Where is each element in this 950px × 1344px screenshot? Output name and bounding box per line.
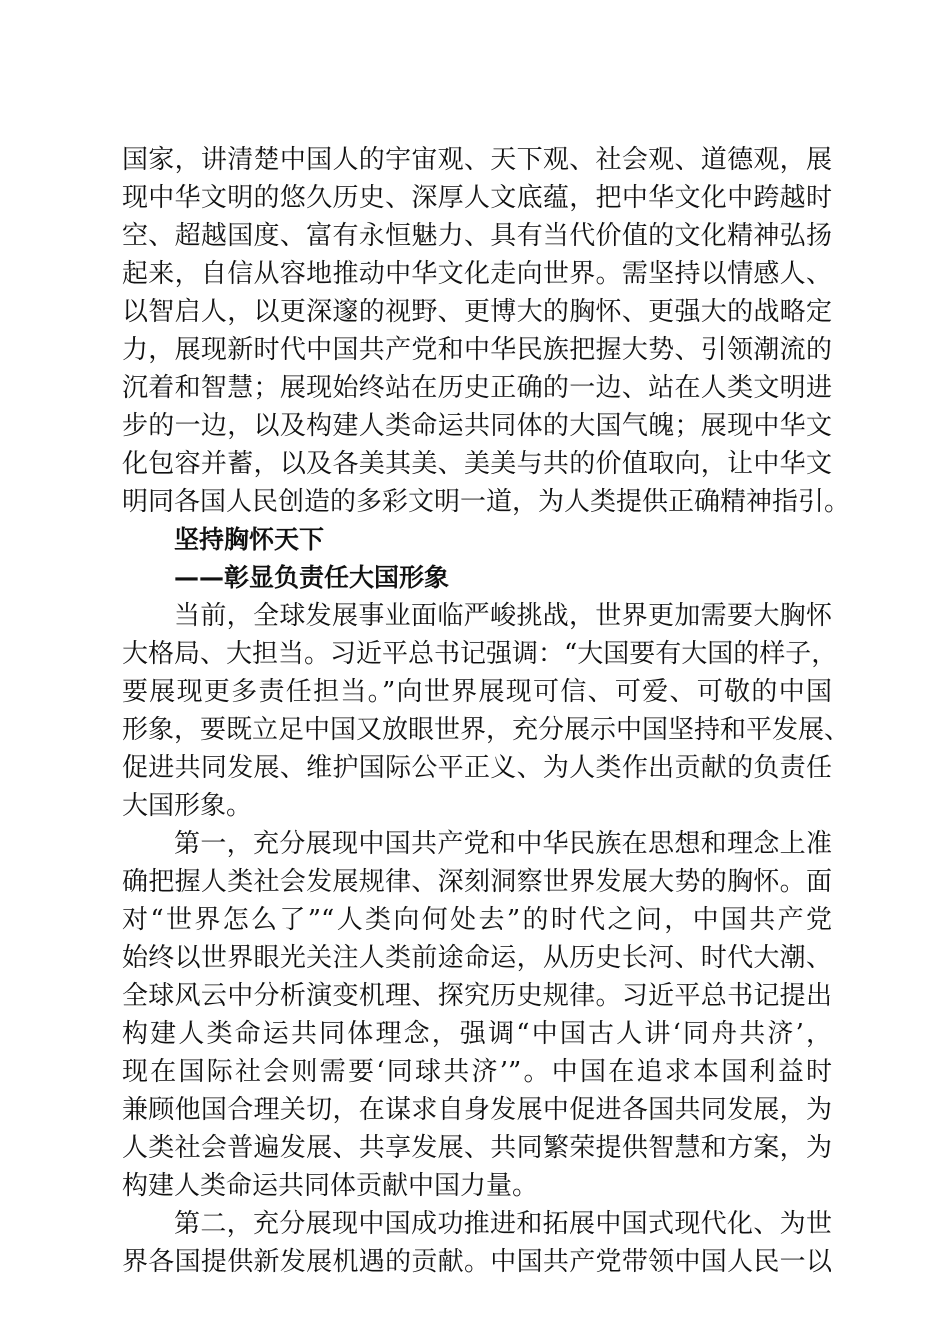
paragraph-line: 人类社会普遍发展、共享发展、共同繁荣提供智慧和方案，为: [122, 1133, 832, 1163]
paragraph-line: 第二，充分展现中国成功推进和拓展中国式现代化、为世: [174, 1209, 832, 1239]
paragraph-line: 构建人类命运共同体理念，强调“中国古人讲‘同舟共济’，: [122, 1019, 832, 1049]
paragraph-line: 现在国际社会则需要‘同球共济’”。中国在追求本国利益时: [122, 1057, 832, 1087]
paragraph-line: 始终以世界眼光关注人类前途命运，从历史长河、时代大潮、: [122, 943, 832, 973]
paragraph-line: 确把握人类社会发展规律、深刻洞察世界发展大势的胸怀。面: [122, 867, 832, 897]
paragraph-line: 促进共同发展、维护国际公平正义、为人类作出贡献的负责任: [122, 753, 832, 783]
paragraph-line: 第一，充分展现中国共产党和中华民族在思想和理念上准: [174, 829, 832, 859]
paragraph-line: 大格局、大担当。习近平总书记强调：“大国要有大国的样子，: [122, 639, 838, 669]
paragraph-line: 国家，讲清楚中国人的宇宙观、天下观、社会观、道德观，展: [122, 145, 832, 175]
section-subtitle: ——彰显负责任大国形象: [174, 563, 450, 592]
paragraph-line: 大国形象。: [122, 791, 253, 821]
paragraph-line: 沉着和智慧；展现始终站在历史正确的一边、站在人类文明进: [122, 373, 832, 403]
paragraph-line: 构建人类命运共同体贡献中国力量。: [122, 1171, 539, 1201]
document-body: [122, 141, 851, 1281]
paragraph-line: 形象，要既立足中国又放眼世界，充分展示中国坚持和平发展、: [122, 715, 851, 745]
paragraph-line: 对“世界怎么了”“人类向何处去”的时代之问，中国共产党: [122, 905, 832, 935]
paragraph-line: 界各国提供新发展机遇的贡献。中国共产党带领中国人民一以: [122, 1247, 832, 1277]
paragraph-line: 空、超越国度、富有永恒魅力、具有当代价值的文化精神弘扬: [122, 221, 832, 251]
paragraph-line: 当前，全球发展事业面临严峻挑战，世界更加需要大胸怀: [174, 601, 832, 631]
paragraph-line: 力，展现新时代中国共产党和中华民族把握大势、引领潮流的: [122, 335, 832, 365]
paragraph-line: 化包容并蓄，以及各美其美、美美与共的价值取向，让中华文: [122, 449, 832, 479]
paragraph-line: 要展现更多责任担当。”向世界展现可信、可爱、可敬的中国: [122, 677, 832, 707]
paragraph-line: 全球风云中分析演变机理、探究历史规律。习近平总书记提出: [122, 981, 832, 1011]
paragraph-line: 步的一边，以及构建人类命运共同体的大国气魄；展现中华文: [122, 411, 832, 441]
paragraph-line: 起来，自信从容地推动中华文化走向世界。需坚持以情感人、: [122, 259, 832, 289]
paragraph-line: 以智启人，以更深邃的视野、更博大的胸怀、更强大的战略定: [122, 297, 832, 327]
paragraph-line: 明同各国人民创造的多彩文明一道，为人类提供正确精神指引。: [122, 487, 851, 517]
section-title: 坚持胸怀天下: [174, 525, 325, 554]
paragraph-line: 兼顾他国合理关切，在谋求自身发展中促进各国共同发展，为: [122, 1095, 832, 1125]
paragraph-line: 现中华文明的悠久历史、深厚人文底蕴，把中华文化中跨越时: [122, 183, 832, 213]
